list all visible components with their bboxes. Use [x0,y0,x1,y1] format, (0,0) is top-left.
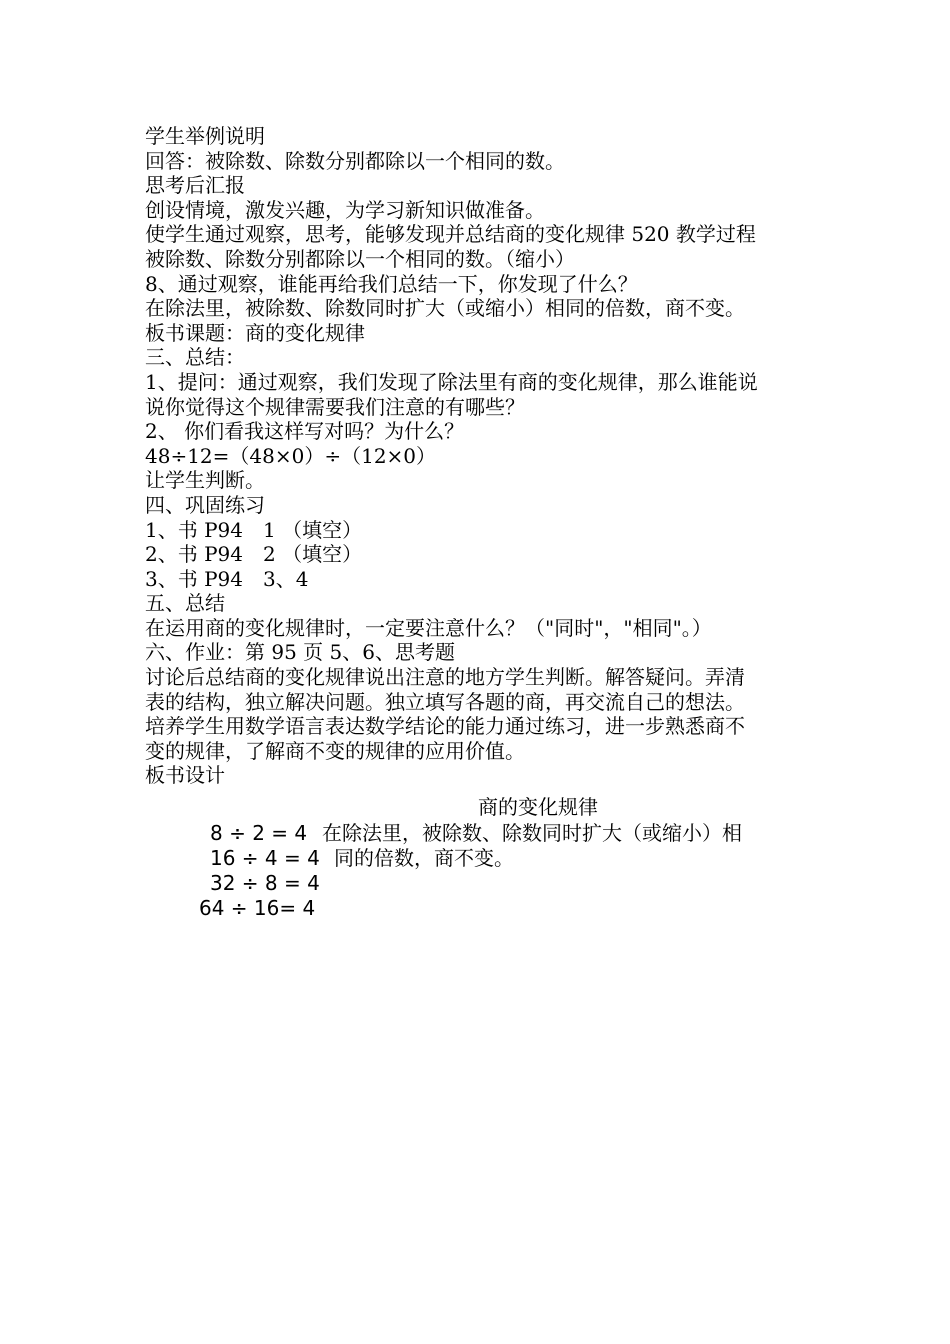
text-line: 学生举例说明 [145,124,265,148]
text-line: 思考后汇报 [145,173,245,198]
text-line: 2、 你们看我这样写对吗？为什么？ [145,419,465,444]
section-heading: 四、巩固练习 [145,492,265,517]
text-line: 1、提问：通过观察，我们发现了除法里有商的变化规律，那么谁能说 [145,369,758,394]
exercise-item: 2、书 P94 2 （填空） [145,542,363,567]
text-line: 表的结构，独立解决问题。独立填写各题的商，再交流自己的想法。 [145,689,745,714]
text-line: 培养学生用数学语言表达数学结论的能力通过练习，进一步熟悉商不 [145,714,745,739]
board-equation: 32 ÷ 8 = 4 [210,871,320,895]
board-rule-line: 同的倍数，商不变。 [334,846,514,870]
text-line: 讨论后总结商的变化规律说出注意的地方学生判断。解答疑问。弄清 [145,665,745,690]
text-line: 被除数、除数分别都除以一个相同的数。（缩小） [145,246,575,271]
text-line: 让学生判断。 [145,468,265,493]
text-line: 说你觉得这个规律需要我们注意的有哪些？ [145,394,525,419]
exercise-item: 3、书 P94 3、4 [145,566,309,591]
text-line: 创设情境，激发兴趣，为学习新知识做准备。 [145,197,545,222]
section-heading: 三、总结： [145,345,245,370]
board-equation: 8 ÷ 2 = 4 [210,821,308,845]
text-line: 板书设计 [145,763,225,788]
board-rule [322,821,797,871]
board-equation: 16 ÷ 4 = 4 [210,846,320,870]
section-heading: 六、作业：第 95 页 5、6、思考题 [145,640,455,665]
section-heading: 五、总结 [145,591,225,616]
text-line: 8、通过观察，谁能再给我们总结一下，你发现了什么？ [145,271,638,296]
board-title: 商的变化规律 [478,795,598,819]
text-line: 变的规律，了解商不变的规律的应用价值。 [145,738,525,763]
text-line: 使学生通过观察，思考，能够发现并总结商的变化规律 520 教学过程 [145,222,756,247]
text-line: 板书课题：商的变化规律 [145,320,365,345]
board-rule-line: 在除法里，被除数、除数同时扩大（或缩小）相 [322,821,742,845]
board-equation: 64 ÷ 16= 4 [199,896,316,920]
text-line: 回答：被除数、除数分别都除以一个相同的数。 [145,148,565,173]
text-line: 在运用商的变化规律时，一定要注意什么？（"同时"，"相同"。） [145,615,712,640]
exercise-item: 1、书 P94 1 （填空） [145,517,363,542]
equation-line: 48÷12=（48×0）÷（12×0） [145,443,437,468]
text-line: 在除法里，被除数、除数同时扩大（或缩小）相同的倍数，商不变。 [145,296,745,321]
